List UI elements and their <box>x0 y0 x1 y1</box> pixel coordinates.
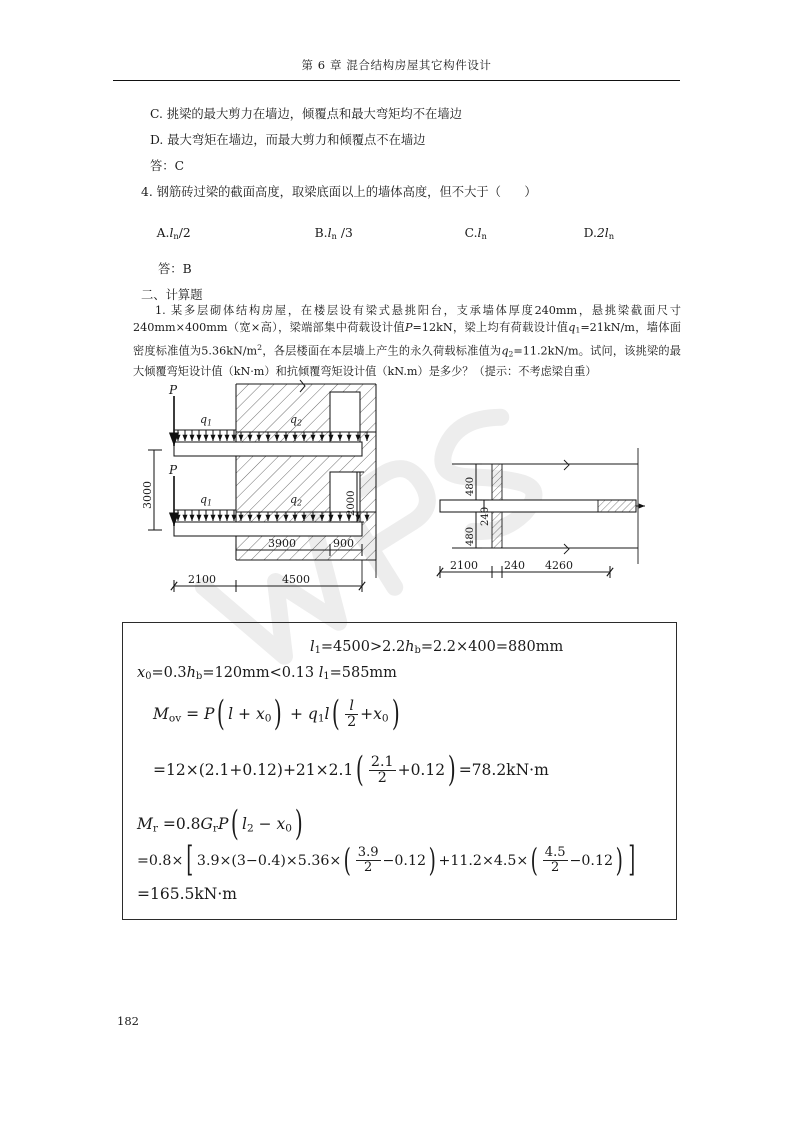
mov-frac-num: l <box>349 697 354 714</box>
q4-option-c-sym: l <box>477 226 482 240</box>
problem-sup-area: 2 <box>257 343 263 353</box>
dim-2000: 2000 <box>346 490 357 516</box>
q4-option-b-sub: n <box>331 230 337 241</box>
dim-480-top: 480 <box>465 476 476 496</box>
mr-close-paren: ) <box>294 804 303 844</box>
problem-part-1: 某多层砌体结构房屋，在楼层设有梁式悬挑阳台，支承墙体厚度240mm，悬挑梁截面尺寸240mm×400mm（宽×高），梁端部集中荷载设计值 <box>133 304 681 335</box>
mr-frac1-den: 2 <box>356 860 381 874</box>
q4-option-d-sub: n <box>608 230 615 241</box>
dim-480-bottom: 480 <box>465 526 476 546</box>
mr-G-sub: r <box>212 822 218 835</box>
page-header-title: 第 6 章 混合结构房屋其它构件设计 <box>301 58 492 72</box>
dim-3000: 3000 <box>141 481 154 509</box>
label-q1-upper: $q_1$ <box>200 413 213 428</box>
mov-eval-open: ( <box>356 750 365 790</box>
mov-x0-2-sub: 0 <box>381 712 389 725</box>
mov-close-paren-2: ) <box>391 694 400 734</box>
mov-q: q <box>307 705 318 723</box>
dim-4500: 4500 <box>282 573 310 586</box>
problem-sym-q2: q <box>501 345 509 358</box>
mr-open-bracket: [ <box>186 840 194 880</box>
mov-lhs-sub: ov <box>168 712 182 725</box>
mr-close-paren-1: ) <box>428 841 436 879</box>
mov-lhs: M <box>153 705 169 723</box>
mov-close-paren: ) <box>274 694 283 734</box>
label-P-upper: P <box>169 383 178 397</box>
question-4-stem: 4. 钢筋砖过梁的截面高度，取梁底面以上的墙体高度，但不大于（ ） <box>141 185 537 199</box>
dim-240-beam: 240 <box>480 506 491 526</box>
mr-frac2-num: 4.5 <box>544 845 566 861</box>
mov-q-sub: 1 <box>317 712 325 725</box>
mr-minus: − <box>258 815 272 833</box>
mr-eval-lead: =0.8× <box>137 853 184 869</box>
problem-sub-q2: 2 <box>508 349 514 359</box>
label-q2-lower: $q_2$ <box>290 493 303 508</box>
hb-sym-1: h <box>405 639 415 655</box>
mov-frac-den: 2 <box>347 713 357 730</box>
mr-x0-sub: 0 <box>285 822 292 835</box>
mr-lhs-sub: r <box>152 822 158 835</box>
label-P-lower: P <box>169 463 178 477</box>
mr-fraction-2 <box>543 846 568 874</box>
mr-eval-seg2: +11.2×4.5× <box>438 853 529 869</box>
solution-line-1 <box>310 639 563 656</box>
problem-part-3: =21kN/m，墙体面密度标准值为5.36kN/m <box>133 321 681 358</box>
mr-open-paren: ( <box>231 804 240 844</box>
section-heading: 二、计算题 <box>141 288 203 302</box>
dim-2100-left: 2100 <box>188 573 216 586</box>
mov-P: P <box>204 705 215 723</box>
dim-4260: 4260 <box>545 559 573 572</box>
answer-b-label: 答：B <box>158 262 192 276</box>
mov-open-paren-2: ( <box>332 694 341 734</box>
mr-l2-sub: 2 <box>246 822 254 835</box>
q4-option-c-sub: n <box>481 230 487 241</box>
x0-sub: 0 <box>145 671 152 683</box>
hb-sym-2: h <box>186 665 197 681</box>
mov-eval-fraction <box>369 755 396 785</box>
mov-evaluation <box>153 751 549 791</box>
mov-plus-2: + <box>289 705 303 723</box>
l1-sub: 1 <box>314 645 321 657</box>
problem-sub-q1: 1 <box>575 325 581 335</box>
option-c-text: C. 挑梁的最大剪力在墙边，倾覆点和最大弯矩均不在墙边 <box>150 107 462 121</box>
mov-eq: = <box>186 705 200 723</box>
mov-open-paren: ( <box>217 694 226 734</box>
q4-option-c <box>449 212 487 255</box>
mr-close-paren-2: ) <box>615 841 623 879</box>
q4-option-b-letter: B. <box>314 226 328 240</box>
q4-option-a <box>141 212 191 255</box>
answer-c-label: 答：C <box>150 159 185 173</box>
mov-l: l <box>228 705 234 723</box>
mr-G: G <box>200 815 213 833</box>
x0-sym: x <box>137 665 146 681</box>
l1-sub-2: 1 <box>323 671 330 683</box>
l1-sym-2: l <box>318 665 324 681</box>
l1-eq1: =4500>2.2 <box>320 639 406 655</box>
solution-line-2 <box>137 665 397 682</box>
mov-fraction <box>345 699 358 729</box>
problem-number: 1. <box>155 304 166 317</box>
l2-eq2: =120mm<0.13 <box>202 665 319 681</box>
dim-3900: 3900 <box>268 537 296 550</box>
q4-option-d <box>568 212 614 255</box>
mov-plus-3: + <box>360 705 374 723</box>
mr-x0: x <box>276 815 286 833</box>
dim-240-wall: 240 <box>504 559 525 572</box>
mov-x-sub: 0 <box>264 712 272 725</box>
problem-sym-P: P <box>404 321 413 335</box>
mr-formula <box>137 805 306 845</box>
mr-l2: l <box>241 815 247 833</box>
mr-fraction-1 <box>356 846 381 874</box>
problem-paragraph <box>133 302 681 380</box>
hb-sub-1: b <box>414 645 421 657</box>
mov-x: x <box>255 705 265 723</box>
mr-frac1-num: 3.9 <box>357 845 379 861</box>
dim-900: 900 <box>333 537 354 550</box>
mr-eval-seg1: 3.9×(3−0.4)×5.36× <box>196 853 342 869</box>
mov-result: =78.2kN·m <box>458 761 549 779</box>
l1-eq2: =2.2×400=880mm <box>420 639 564 655</box>
q4-option-b-sym: l <box>327 226 332 240</box>
mr-result: =165.5kN·m <box>137 885 237 903</box>
mov-eval-lead: =12×(2.1+0.12)+21×2.1 <box>153 761 354 779</box>
problem-part-4: ，各层楼面在本层墙上产生的永久荷载标准值为 <box>262 345 502 358</box>
q4-option-b <box>299 212 353 255</box>
page-number: 182 <box>117 1014 139 1028</box>
mr-eq: =0.8 <box>162 815 201 833</box>
problem-part-2: =12kN，梁上均有荷载设计值 <box>412 321 569 335</box>
header-rule <box>113 80 680 81</box>
q4-option-a-sub: n <box>173 230 179 241</box>
l2-eq1: =0.3 <box>151 665 187 681</box>
l2-eq3: =585mm <box>329 665 397 681</box>
mov-eval-tail: +0.12 <box>397 761 446 779</box>
q4-option-a-letter: A. <box>156 226 170 240</box>
mov-x0-2: x <box>373 705 382 723</box>
mov-plus-1: + <box>238 705 251 723</box>
l1-sym: l <box>310 639 315 655</box>
beam-diagram-figure <box>140 378 680 610</box>
q4-option-a-sym: l <box>169 226 174 240</box>
label-q2-upper: $q_2$ <box>290 413 303 428</box>
mov-eval-den: 2 <box>369 770 396 786</box>
mr-lhs: M <box>137 815 153 833</box>
q4-option-a-post: /2 <box>178 226 191 240</box>
mr-frac2-tail: −0.12 <box>569 853 613 869</box>
mr-P: P <box>217 815 229 833</box>
q4-option-c-letter: C. <box>464 226 478 240</box>
mr-evaluation <box>137 841 639 881</box>
hb-sub-2: b <box>196 671 203 683</box>
mr-frac2-den: 2 <box>543 860 568 874</box>
option-d-text: D. 最大弯矩在墙边，而最大剪力和倾覆点不在墙边 <box>150 133 426 147</box>
mr-frac1-tail: −0.12 <box>382 853 426 869</box>
mov-eval-num: 2.1 <box>370 753 394 770</box>
problem-sym-q1: q <box>568 321 576 335</box>
mr-open-paren-2: ( <box>530 841 539 879</box>
mov-formula <box>153 695 402 735</box>
solution-formula-box <box>122 622 677 920</box>
q4-option-b-post: /3 <box>336 226 353 240</box>
problem-part-5: =11.2kN/m。试问，该挑梁的最大倾覆弯矩设计值（kN·m）和抗倾覆弯矩设计值（kN.m）是多少？（提示：不考虑梁自重） <box>133 345 681 378</box>
mr-open-paren-1: ( <box>343 841 352 879</box>
dim-2100-right: 2100 <box>450 559 478 572</box>
mov-l2: l <box>324 705 330 723</box>
mov-eval-close: ) <box>447 750 456 790</box>
q4-option-d-sym: 2l <box>596 226 609 240</box>
q4-option-d-letter: D. <box>583 226 597 240</box>
label-q1-lower: $q_1$ <box>200 493 213 508</box>
mr-close-bracket: ] <box>628 840 636 880</box>
